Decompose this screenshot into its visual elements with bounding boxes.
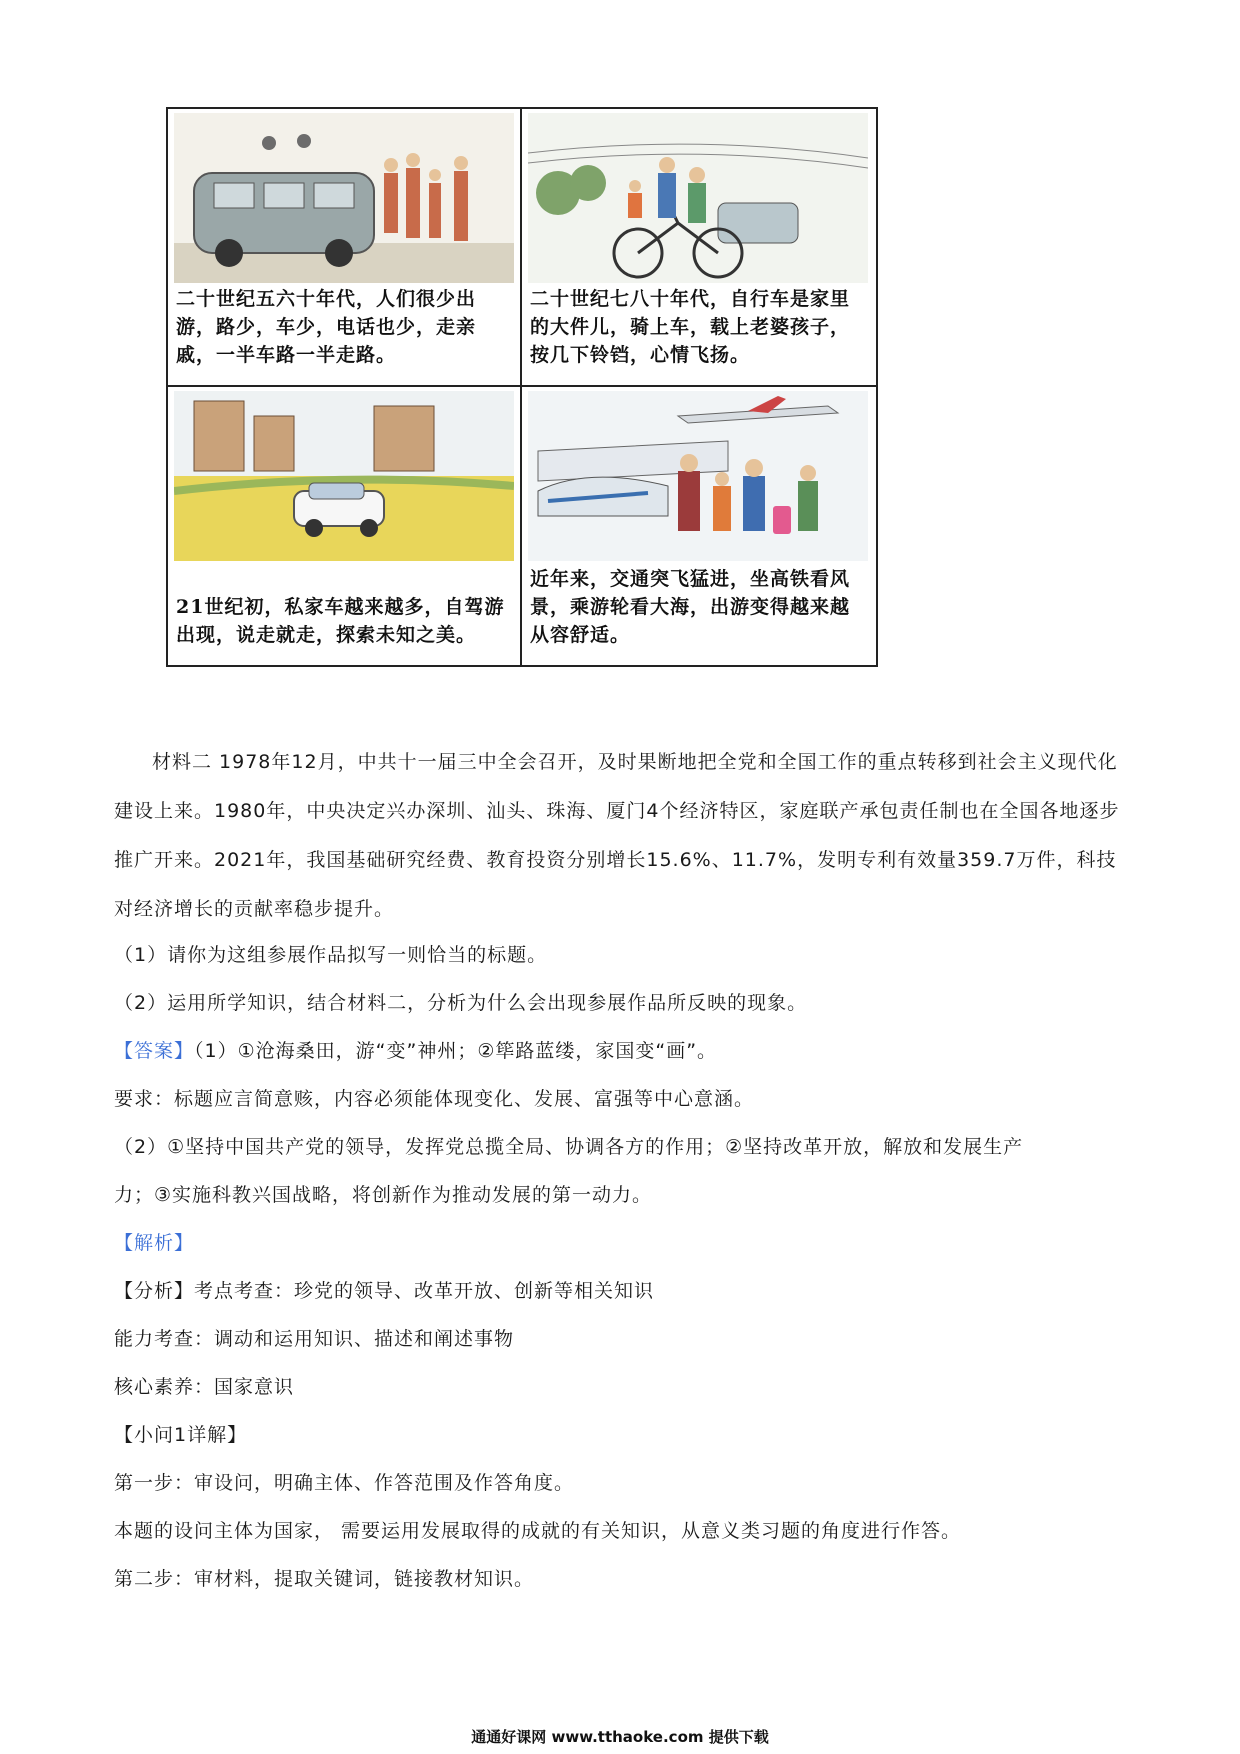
exhibit-cell-1970s [522,109,876,387]
caption-1970s: 二十世纪七八十年代，自行车是家里的大件儿，骑上车，载上老婆孩子，按几下铃铛，心情飞扬。 [530,288,851,366]
footer-download-note: 通通好课网 www.tthaoke.com 提供下载 [471,1728,769,1746]
answer-1-text: （1）①沧海桑田，游“变”神州；②筚路蓝缕，家国变“画”。 [194,1040,718,1062]
bicycle-family-illustration [528,113,868,283]
old-bus-illustration [174,113,514,283]
caption-1950s: 二十世纪五六十年代，人们很少出游，路少，车少，电话也少，走亲戚，一半车路一半走路。 [176,288,477,366]
caption-2000s: 21世纪初，私家车越来越多，自驾游出现，说走就走，探索未知之美。 [176,596,505,646]
step-1-detail: 本题的设问主体为国家， 需要运用发展取得的成就的有关知识，从意义类习题的角度进行作答。 [114,1520,962,1542]
material-two [114,738,1130,934]
question-1: （1）请你为这组参展作品拟写一则恰当的标题。 [114,944,548,966]
material-two-paragraph: 材料二 1978年12月，中共十一届三中全会召开，及时果断地把全党和全国工作的重点转移到社会主义现代化建设上来。1980年，中央决定兴办深圳、汕头、珠海、厦门4个经济特区，家庭联产承包责任制也在全国各地逐步推广开来。2021年，我国基础研究经费、教育投资分别增长15.6%、11.7%，发明专利有效量359.7万件，科技对经济增长的贡献率稳步提升。 [114,751,1120,920]
answer-1 [114,1036,1130,1066]
sub-question-1-heading: 【小问1详解】 [114,1424,248,1446]
exhibit-cell-2000s [168,387,522,665]
answer-2-line-2: 力；③实施科教兴国战略，将创新作为推动发展的第一动力。 [114,1184,653,1206]
step-2: 第二步：审材料，提取关键词，链接教材知识。 [114,1568,535,1590]
answer-tag: 【答案】 [114,1040,195,1062]
high-speed-travel-illustration [528,391,868,561]
exhibit-cell-recent [522,387,876,665]
analysis-core: 核心素养：国家意识 [114,1376,295,1398]
answer-2-line-1: （2）①坚持中国共产党的领导，发挥党总揽全局、协调各方的作用；②坚持改革开放，解放和发展生产 [114,1136,1024,1158]
step-1: 第一步：审设问，明确主体、作答范围及作答角度。 [114,1472,575,1494]
self-drive-car-illustration [174,391,514,561]
caption-recent: 近年来，交通突飞猛进，坐高铁看风景，乘游轮看大海，出游变得越来越从容舒适。 [530,568,851,646]
analysis-ability: 能力考查：调动和运用知识、描述和阐述事物 [114,1328,515,1350]
analysis-tag: 【解析】 [114,1232,195,1254]
analysis-fenxi: 【分析】考点考查：珍党的领导、改革开放、创新等相关知识 [114,1280,655,1302]
exhibition-grid [166,107,878,667]
exhibit-cell-1950s [168,109,522,387]
question-2: （2）运用所学知识，结合材料二，分析为什么会出现参展作品所反映的现象。 [114,992,808,1014]
answer-requirement: 要求：标题应言简意赅，内容必须能体现变化、发展、富强等中心意涵。 [114,1088,755,1110]
